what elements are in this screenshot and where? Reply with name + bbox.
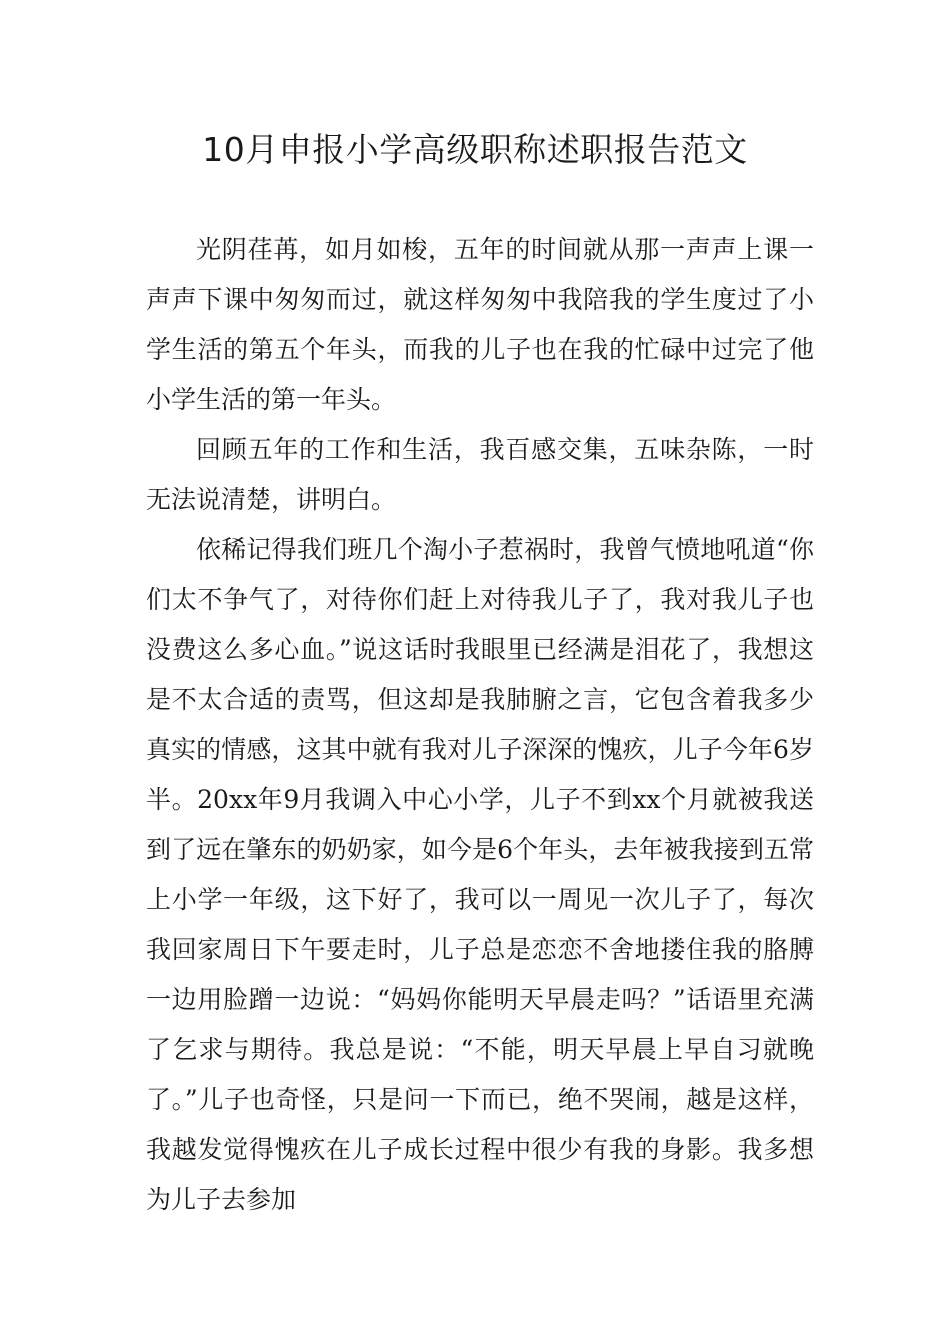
paragraph-2: 回顾五年的工作和生活，我百感交集，五味杂陈，一时无法说清楚，讲明白。 (146, 435, 814, 514)
paragraph-1: 光阴荏苒，如月如梭，五年的时间就从那一声声上课一声声下课中匆匆而过，就这样匆匆中我陪我的学生度过了小学生活的第五个年头，而我的儿子也在我的忙碌中过完了他小学生活的第一年头。 (146, 235, 814, 414)
paragraph-3: 依稀记得我们班几个淘小子惹祸时，我曾气愤地吼道“你们太不争气了，对待你们赶上对待我儿子了，我对我儿子也没费这么多心血。”说这话时我眼里已经满是泪花了，我想这是不太合适的责骂，但这却是我肺腑之言，它包含着我多少真实的情感，这其中就有我对儿子深深的愧疚，儿子今年6岁半。20xx年9月我调入中心小学，儿子不到xx个月就被我送到了远在肇东的奶奶家，如今是6个年头，去年被我接到五常上小学一年级，这下好了，我可以一周见一次儿子了，每次我回家周日下午要走时，儿子总是恋恋不舍地搂住我的胳膊一边用脸蹭一边说：“妈妈你能明天早晨走吗？”话语里充满了乞求与期待。我总是说：“不能，明天早晨上早自习就晚了。”儿子也奇怪，只是问一下而已，绝不哭闹，越是这样，我越发觉得愧疚在儿子成长过程中很少有我的身影。我多想为儿子去参加 (146, 535, 814, 1214)
document-body (146, 225, 814, 1225)
document-title: 10月申报小学高级职称述职报告范文 (202, 130, 748, 169)
